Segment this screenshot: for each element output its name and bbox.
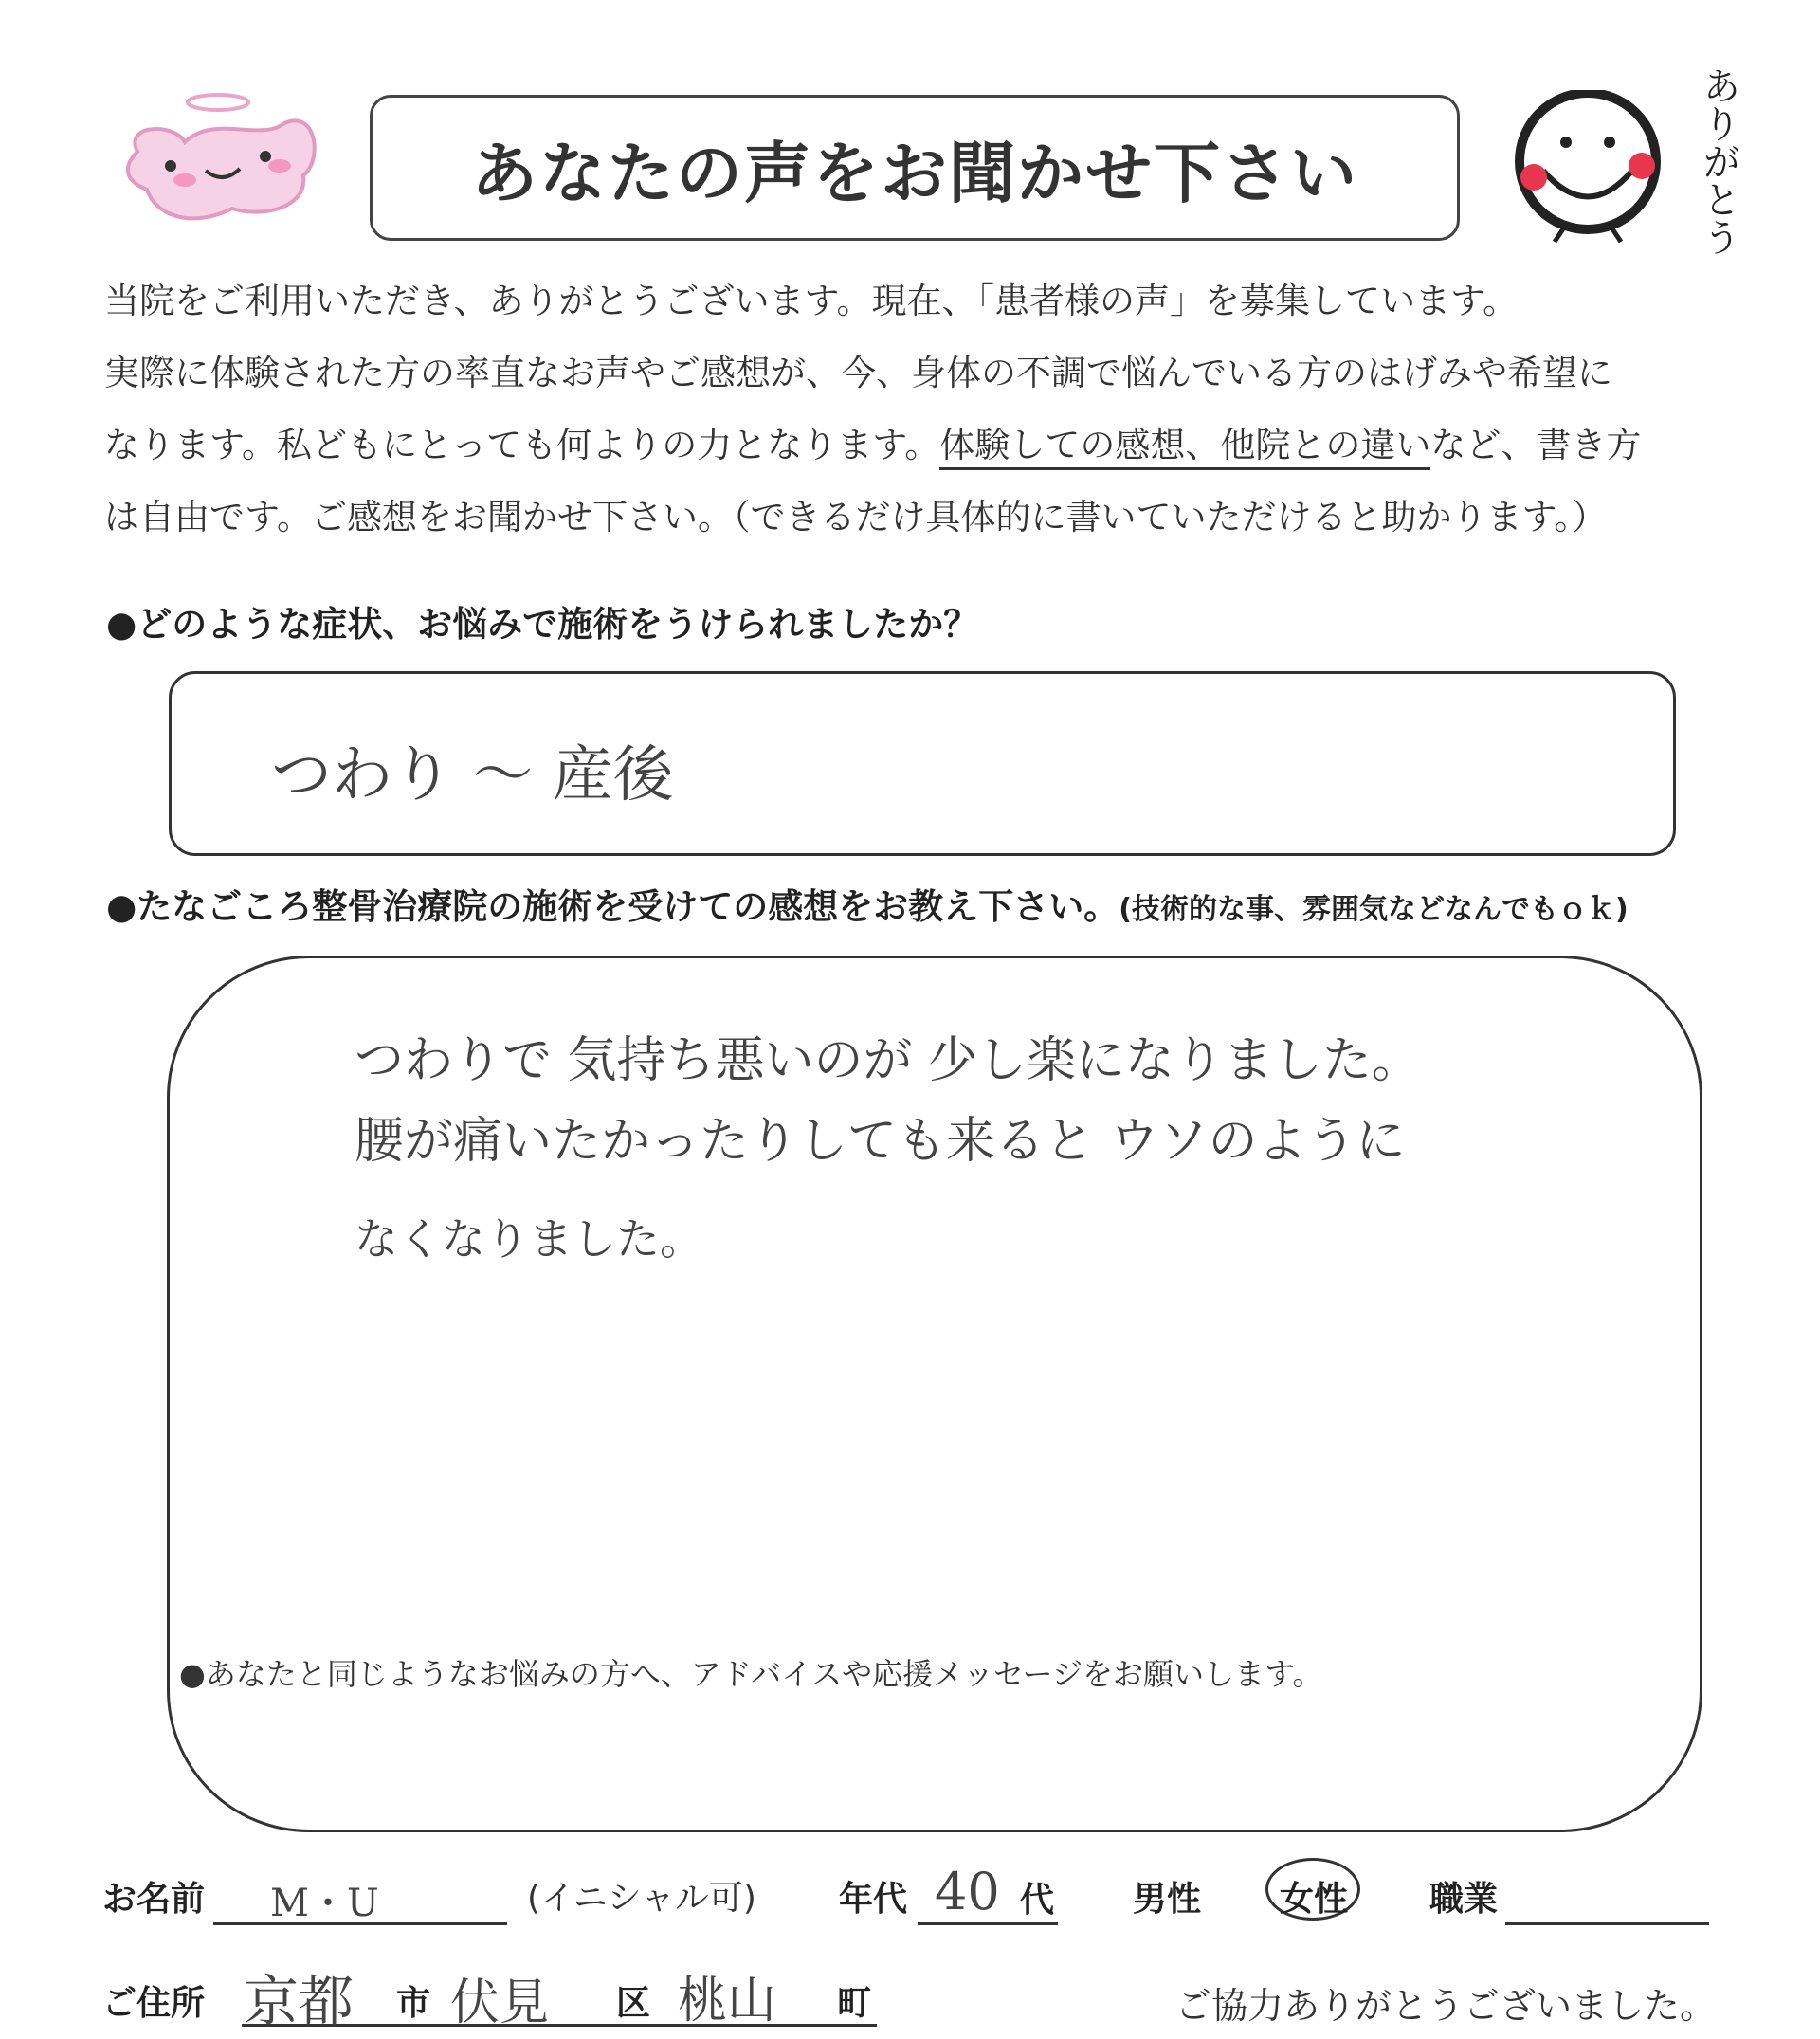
answer-2-line-3: なくなりました。 <box>355 1213 703 1265</box>
ward-value: 伏見 <box>450 1975 550 2031</box>
city-suffix: 市 <box>396 1984 431 2023</box>
answer-1-box <box>169 671 1676 856</box>
name-label: お名前 <box>102 1880 206 1919</box>
answer-2-box <box>167 956 1702 1832</box>
town-value: 桃山 <box>678 1973 777 2030</box>
thanks-vertical-text: ありがとう <box>1697 66 1740 256</box>
age-label: 年代 <box>839 1880 908 1919</box>
initial-note: (イニシャル可) <box>527 1879 756 1918</box>
question-2-text: ●たなごころ整骨治療院の施術を受けての感想をお教え下さい。 <box>106 886 1119 927</box>
closing-message: ご協力ありがとうございました。 <box>1175 1985 1717 2027</box>
intro-line-3 <box>104 410 1735 482</box>
age-suffix: 代 <box>1020 1881 1055 1920</box>
name-field <box>213 1866 507 1925</box>
job-field <box>1505 1866 1709 1925</box>
ward-suffix: 区 <box>616 1984 651 2023</box>
answer-1-text: つわり ～ 産後 <box>271 740 674 810</box>
female-option: 女性 <box>1280 1880 1349 1919</box>
intro-underlined-phrase: 体験しての感想、他院との違い <box>939 425 1430 470</box>
mascot-character <box>118 85 322 228</box>
question-2-label <box>106 878 1629 929</box>
intro-line-3a: なります。私どもにとっても何よりの力となります。 <box>104 425 940 465</box>
age-value: 40 <box>935 1862 1000 1921</box>
intro-line-3c: など、書き方 <box>1430 425 1642 465</box>
answer-2-line-2: 腰が痛いたかったりしても来ると ウソのように <box>355 1113 1406 1170</box>
address-label: ご住所 <box>102 1984 206 2023</box>
question-3-label: ●あなたと同じようなお悩みの方へ、アドバイスや応援メッセージをお願いします。 <box>179 1656 1323 1692</box>
smiley-face-icon <box>1498 90 1678 246</box>
intro-line-4: は自由です。ご感想をお聞かせ下さい。（できるだけ具体的に書いていただけると助かります。） <box>104 497 1608 537</box>
town-suffix: 町 <box>837 1984 872 2023</box>
intro-paragraph <box>104 265 1735 554</box>
job-label: 職業 <box>1429 1880 1499 1919</box>
male-option: 男性 <box>1133 1880 1202 1919</box>
question-1-label: ●どのような症状、お悩みで施術をうけられましたか？ <box>106 604 979 645</box>
name-value: M・U <box>270 1882 379 1925</box>
title-box <box>370 95 1460 241</box>
address-field <box>242 1953 877 2033</box>
city-value: 京都 <box>244 1969 355 2033</box>
answer-2-line-1: つわりで 気持ち悪いのが 少し楽になりました。 <box>355 1032 1422 1089</box>
question-2-note: (技術的な事、雰囲気などなんでもｏｋ) <box>1119 893 1629 926</box>
intro-line-1: 当院をご利用いただき、ありがとうございます。現在、「患者様の声」を募集しています。 <box>104 281 1519 321</box>
intro-line-2: 実際に体験された方の率直なお声やご感想が、今、身体の不調で悩んでいる方のはげみや希望に <box>104 353 1612 393</box>
age-field <box>918 1860 1058 1925</box>
page-title: あなたの声をお聞かせ下さい <box>471 134 1358 212</box>
